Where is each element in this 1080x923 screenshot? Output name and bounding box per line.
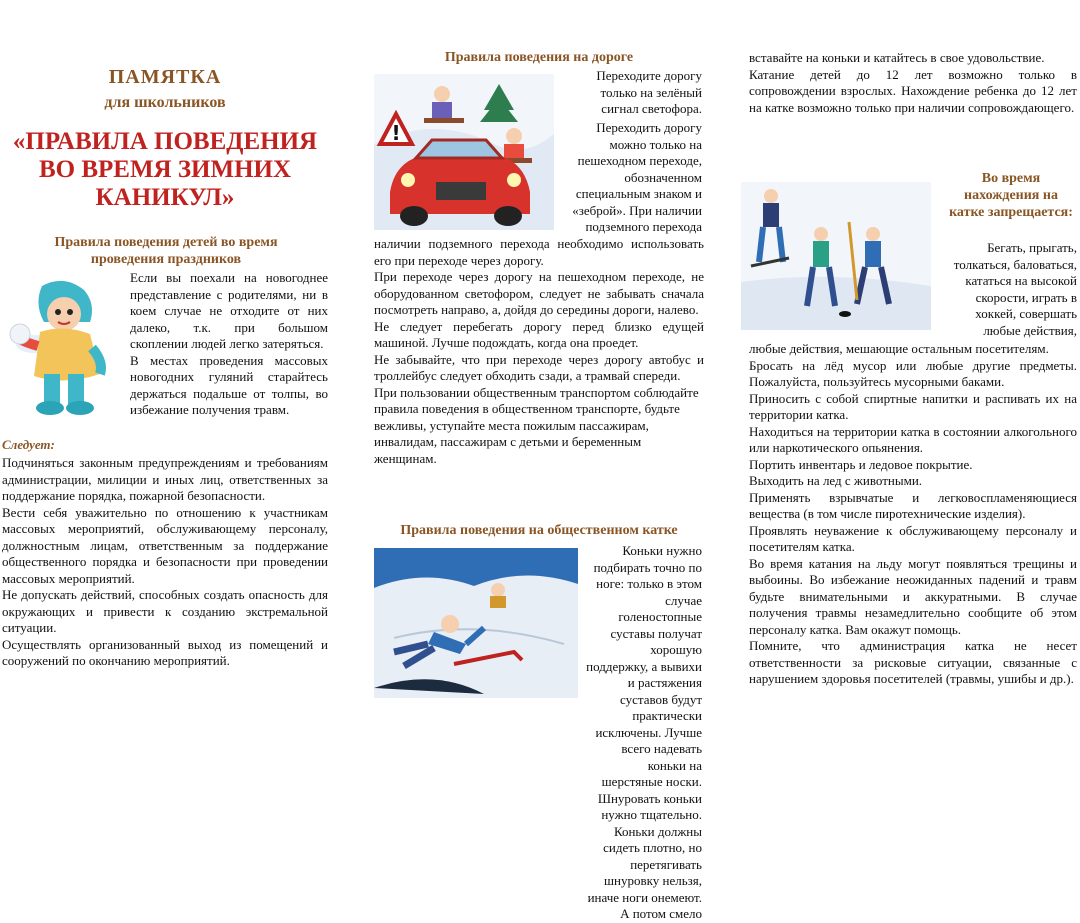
forbid-item-6: Выходить на лед с животными. [749, 473, 923, 488]
forbid-section-heading: Во время нахождения на катке запрещается: [949, 171, 1073, 220]
child-in-winter-clothes-illustration [4, 276, 122, 422]
road-paragraph-5: Не забывайте, что при переходе через дорогу автобус и троллейбус следует обходить сзади, а трамвай спереди. [374, 351, 704, 383]
road-paragraph-1: Переходите дорогу только на зелёный сигнал светофора. [596, 68, 702, 116]
ice-cracks-paragraph: Во время катания на льду могут появляться трещины и выбоины. Во избежание неожиданных падений и травм будьте внимательными и аккуратными. В случае получения травмы незамедлительно сообщите об этом персоналу катка. Вам окажут помощь. [749, 555, 1077, 637]
road-paragraph-4: Не следует перебегать дорогу перед близко едущей машиной. Лучше подождать, когда она проедет. [374, 318, 704, 350]
forbid-item-1-top [945, 240, 1077, 340]
forbid-item-1-tail: любые действия, мешающие остальным посетителям. [749, 341, 1049, 356]
subtitle-for-students: для школьников [104, 94, 226, 111]
rink-section-heading: Правила поведения на общественном катке [400, 523, 678, 538]
administration-paragraph: Помните, что администрация катка не несет ответственности за рисковые ситуации, связанные с нарушением здоровья посетителей (травмы, ушибы и др.). [749, 638, 1077, 686]
road-paragraph-2-tail: наличии подземного перехода необходимо использовать его при переходе через дорогу. [374, 236, 704, 268]
rink-paragraph-1: Коньки нужно подбирать точно по ноге: только в этом случае голеностопные суставы получат хорошую поддержку, а вывихи и растяжения суставов будут практически исключены. Лучше всего надевать коньки на шерстяные носки. Шнуровать коньки нужно тщательно. Коньки должны сидеть плотно, но перетягивать шнуровку нельзя, иначе ноги онемеют. А потом смело [586, 543, 702, 921]
car-and-sledding-kids-illustration [374, 74, 554, 230]
road-paragraph-2: Переходить дорогу можно только на пешеходном переходе, обозначенном специальным знаком и «зеброй». При наличии подземного перехода [572, 120, 702, 234]
road-section-heading: Правила поведения на дороге [444, 50, 634, 65]
forbid-item-7: Применять взрывчатые и легковоспламеняющиеся вещества (в том числе пиротехнические изделия). [749, 489, 1077, 521]
forbid-item-8: Проявлять неуважение к обслуживающему персоналу и посетителям катка. [749, 522, 1077, 554]
svg-text:!: ! [391, 121, 401, 145]
road-paragraph-6: При пользовании общественным транспортом соблюдайте правила поведения в общественном транспорте, будьте вежливы, уступайте места пожилым пассажирам, инвалидам, пассажирам с детьми и беременным женщинам. [374, 384, 699, 466]
fallen-skater-illustration [374, 548, 578, 698]
road-paragraph-2-top [564, 120, 702, 234]
holiday-section-heading: Правила поведения детей во время проведения праздников [54, 235, 278, 267]
road-paragraph-3: При переходе через дорогу на пешеходном переходе, не оборудованном светофором, следует не забывать сначала посмотреть направо, а, дойдя до середины дороги, налево. [374, 269, 704, 317]
children-12-paragraph: Катание детей до 12 лет возможно только в сопровождении взрослых. Нахождение ребенка до 12 лет на катке возможно только при наличии сопровождающего. [749, 66, 1077, 115]
main-title-line-2: ВО ВРЕМЯ ЗИМНИХ [38, 156, 292, 183]
kids-playing-hockey-illustration [741, 182, 931, 330]
pamyatka-title: ПАМЯТКА [108, 66, 222, 88]
main-title [0, 128, 330, 212]
holiday-paragraph-1: Если вы поехали на новогоднее представление с родителями, ни в коем случае не отходите от них далеко, т.к. при большом скоплении людей легко затеряться. [130, 270, 328, 351]
rink-paragraph-1-top [586, 543, 702, 923]
rule-paragraph-4: Осуществлять организованный выход из помещений и сооружений по окончанию мероприятий. [2, 636, 328, 668]
main-title-line-3: КАНИКУЛ» [95, 184, 235, 211]
holiday-paragraph-2: В местах проведения массовых новогодних гуляний старайтесь держаться подальше от толпы, во избежание получения травм. [130, 352, 328, 417]
main-title-line-1: «ПРАВИЛА ПОВЕДЕНИЯ [12, 128, 318, 155]
forbid-item-2: Бросать на лёд мусор или любые другие предметы. Пожалуйста, пользуйтесь мусорными баками. [749, 357, 1077, 389]
rink-continuation-paragraph: вставайте на коньки и катайтесь в свое удовольствие. [749, 50, 1045, 65]
rule-paragraph-1: Подчиняться законным предупреждениям и требованиям администрации, милиции и иных лиц, ответственных за поддержание порядка, пожарной безопасности. [2, 455, 328, 503]
sleduet-label: Следует: [2, 437, 55, 452]
forbid-item-5: Портить инвентарь и ледовое покрытие. [749, 456, 973, 472]
forbid-item-1: Бегать, прыгать, толкаться, баловаться, кататься на высокой скорости, играть в хоккей, совершать любые действия, [953, 240, 1077, 338]
rule-paragraph-2: Вести себя уважительно по отношению к участникам массовых мероприятий, обслуживающему персоналу, должностным лицам, ответственным за поддержание общественного порядка и безопасности при проведении массовых мероприятий. [2, 504, 328, 586]
forbid-item-4: Находиться на территории катка в состоянии алкогольного или наркотического опьянения. [749, 423, 1077, 455]
rule-paragraph-3: Не допускать действий, способных создать опасность для окружающих и привести к созданию экстремальной ситуации. [2, 587, 328, 635]
forbid-item-3: Приносить с собой спиртные напитки и распивать их на территории катка. [749, 390, 1077, 422]
